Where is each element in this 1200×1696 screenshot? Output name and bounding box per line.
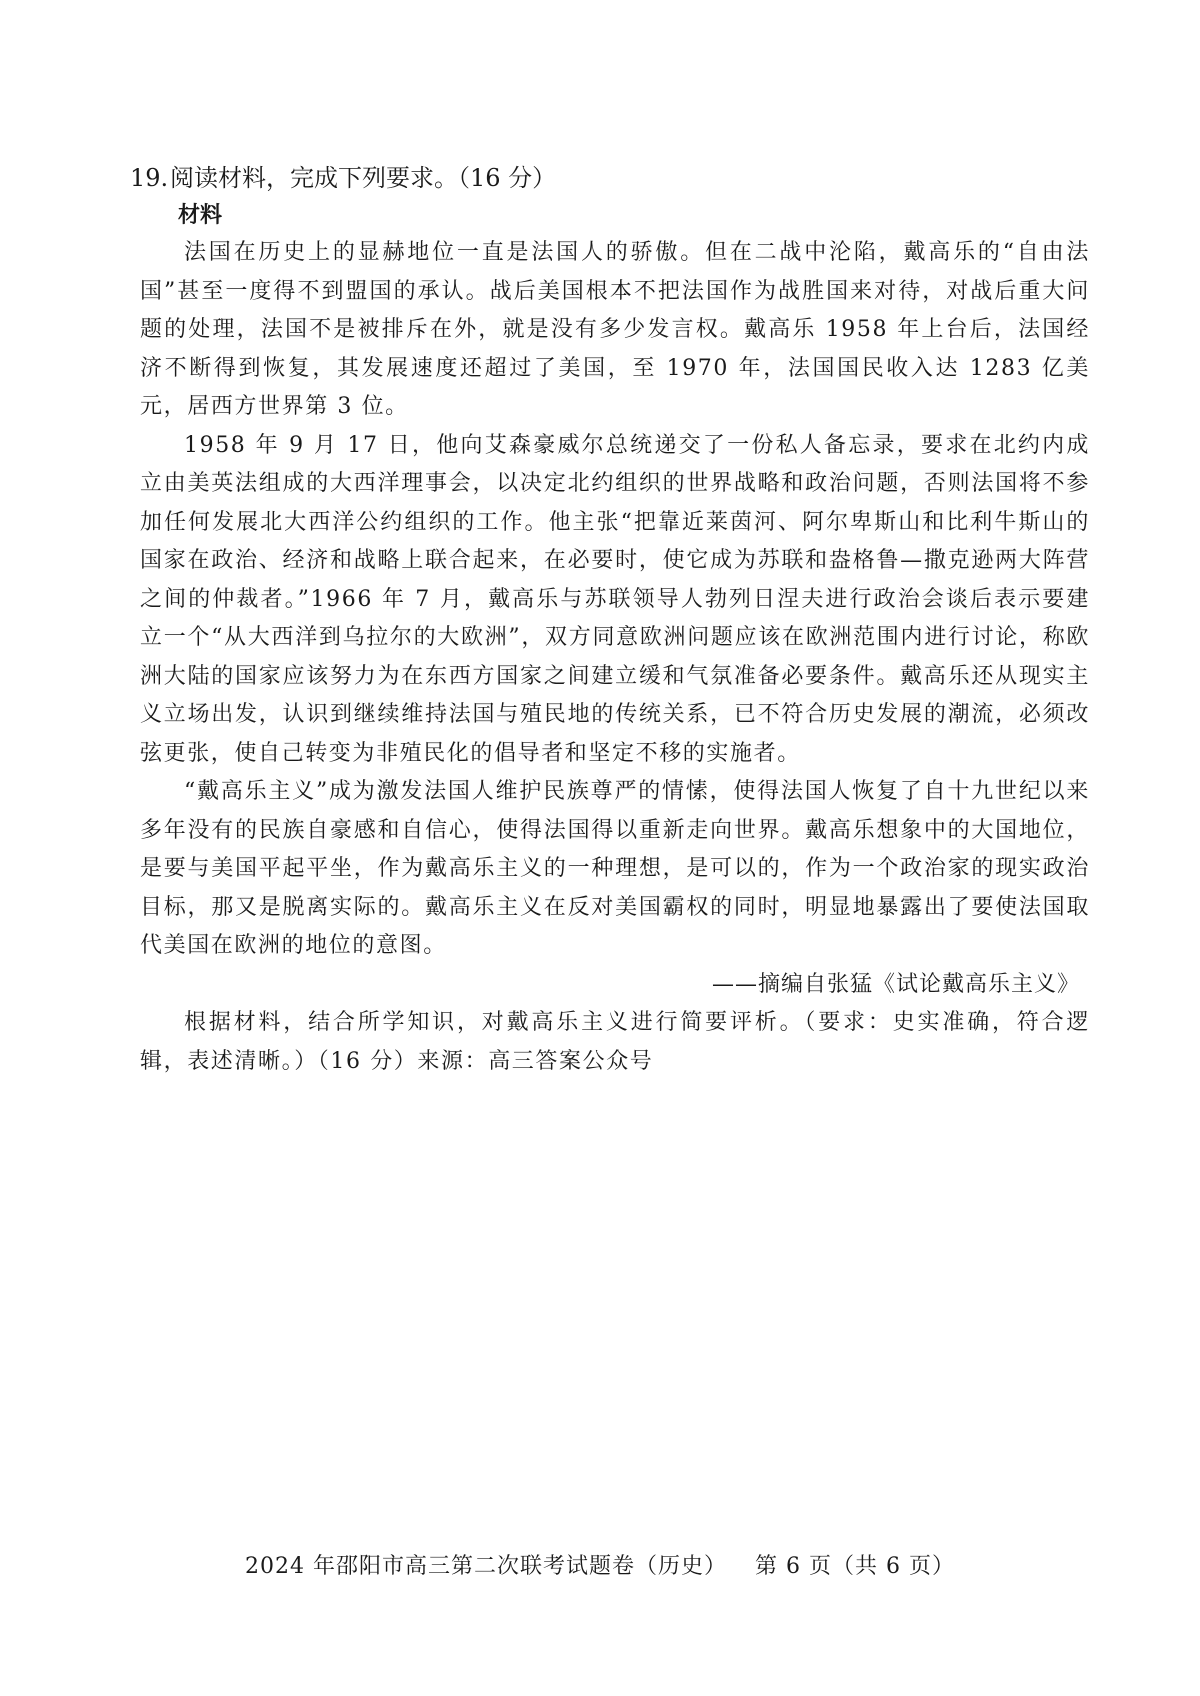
question-header [130,160,1090,196]
footer-title: 2024 年邵阳市高三第二次联考试题卷（历史） [245,1554,727,1579]
material-paragraph-2: 1958 年 9 月 17 日，他向艾森豪威尔总统递交了一份私人备忘录，要求在北约内成立由美英法组成的大西洋理事会，以决定北约组织的世界战略和政治问题，否则法国将不参加任何发展北大西洋公约组织的工作。他主张“把靠近莱茵河、阿尔卑斯山和比利牛斯山的国家在政治、经济和战略上联合起来，在必要时，使它成为苏联和盎格鲁—撒克逊两大阵营之间的仲裁者。”1966 年 7 月，戴高乐与苏联领导人勃列日涅夫进行政治会谈后表示要建立一个“从大西洋到乌拉尔的大欧洲”，双方同意欧洲问题应该在欧洲范围内进行讨论，称欧洲大陆的国家应该努力为在东西方国家之间建立缓和气氛准备必要条件。戴高乐还从现实主义立场出发，认识到继续维持法国与殖民地的传统关系，已不符合历史发展的潮流，必须改弦更张，使自己转变为非殖民化的倡导者和坚定不移的实施者。 [140,432,1090,766]
question-19 [130,160,1090,1081]
material-paragraph-3: “戴高乐主义”成为激发法国人维护民族尊严的情愫，使得法国人恢复了自十九世纪以来多年没有的民族自豪感和自信心，使得法国得以重新走向世界。戴高乐想象中的大国地位，是要与美国平起平坐，作为戴高乐主义的一种理想，是可以的，作为一个政治家的现实政治目标，那又是脱离实际的。戴高乐主义在反对美国霸权的同时，明显地暴露出了要使法国取代美国在欧洲的地位的意图。 [140,779,1090,958]
question-number: 19. [130,164,169,192]
material-source: ——摘编自张猛《试论戴高乐主义》 [711,971,1080,997]
question-prompt: 阅读材料，完成下列要求。（16 分） [170,164,557,192]
material-paragraph-1: 法国在历史上的显赫地位一直是法国人的骄傲。但在二战中沦陷，戴高乐的“自由法国”甚至一度得不到盟国的承认。战后美国根本不把法国作为战胜国来对待，对战后重大问题的处理，法国不是被排斥在外，就是没有多少发言权。戴高乐 1958 年上台后，法国经济不断得到恢复，其发展速度还超过了美国，至 1970 年，法国国民收入达 1283 亿美元，居西方世界第 3 位。 [140,240,1090,419]
page-footer [0,1552,1200,1582]
question-task: 根据材料，结合所学知识，对戴高乐主义进行简要评析。（要求：史实准确，符合逻辑，表述清晰。）（16 分）来源：高三答案公众号 [140,1010,1090,1074]
material-label: 材料 [178,202,223,228]
footer-page-number: 第 6 页（共 6 页） [755,1554,955,1579]
